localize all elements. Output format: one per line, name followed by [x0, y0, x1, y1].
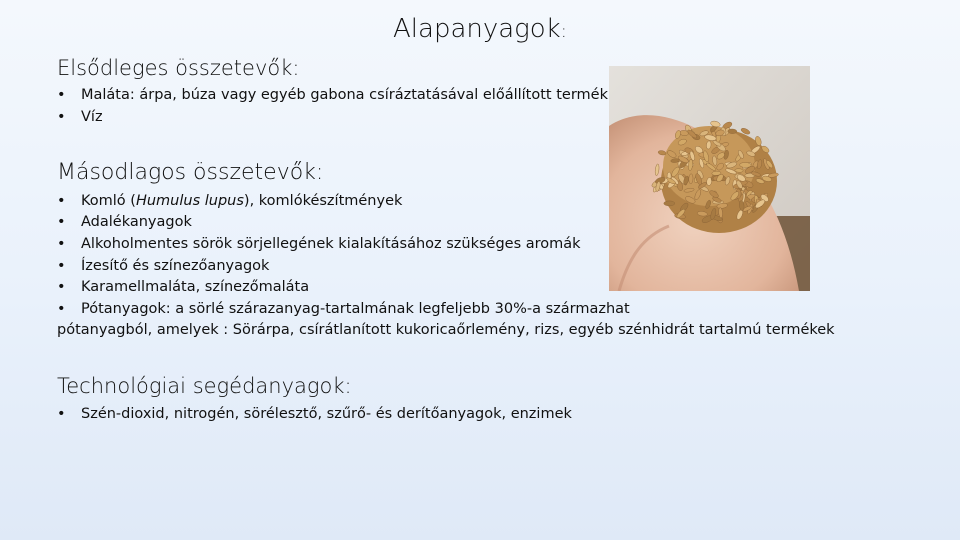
secondary-item-2: • Adalékanyagok — [57, 214, 192, 230]
technological-item-1: • Szén-dioxid, nitrogén, sörélesztő, szűrő- és derítőanyagok, enzimek — [57, 406, 572, 422]
malt-grain — [664, 201, 675, 206]
secondary-item-5: • Karamellmaláta, színezőmaláta — [57, 279, 310, 295]
primary-item-1: • Maláta: árpa, búza vagy egyéb gabona csíráztatásával előállított termék — [57, 87, 608, 103]
malt-grains-in-hand-photo — [609, 66, 810, 291]
secondary-item-6: • Pótanyagok: a sörlé szárazanyag-tartalmának legfeljebb 30%-a származhat — [57, 301, 630, 317]
slide-title: Alapanyagok: — [393, 14, 567, 44]
secondary-item-3: • Alkoholmentes sörök sörjellegének kialakításához szükséges aromák — [57, 236, 581, 252]
primary-item-2: • Víz — [57, 109, 103, 125]
secondary-item-4: • Ízesítő és színezőanyagok — [57, 258, 270, 274]
technological-heading: Technológiai segédanyagok: — [57, 374, 352, 398]
primary-heading: Elsődleges összetevők: — [57, 56, 300, 80]
secondary-heading: Másodlagos összetevők: — [57, 160, 324, 185]
malt-photo-graphic — [609, 66, 810, 291]
secondary-item-1: • Komló (Humulus lupus), komlókészítmények — [57, 193, 403, 209]
malt-grain — [728, 129, 737, 134]
secondary-continuation: pótanyagból, amelyek : Sörárpa, csírátlanított kukoricaőrlemény, rizs, egyéb szénhidrát tartalmú termékek — [57, 322, 835, 338]
malt-grain — [689, 174, 694, 184]
